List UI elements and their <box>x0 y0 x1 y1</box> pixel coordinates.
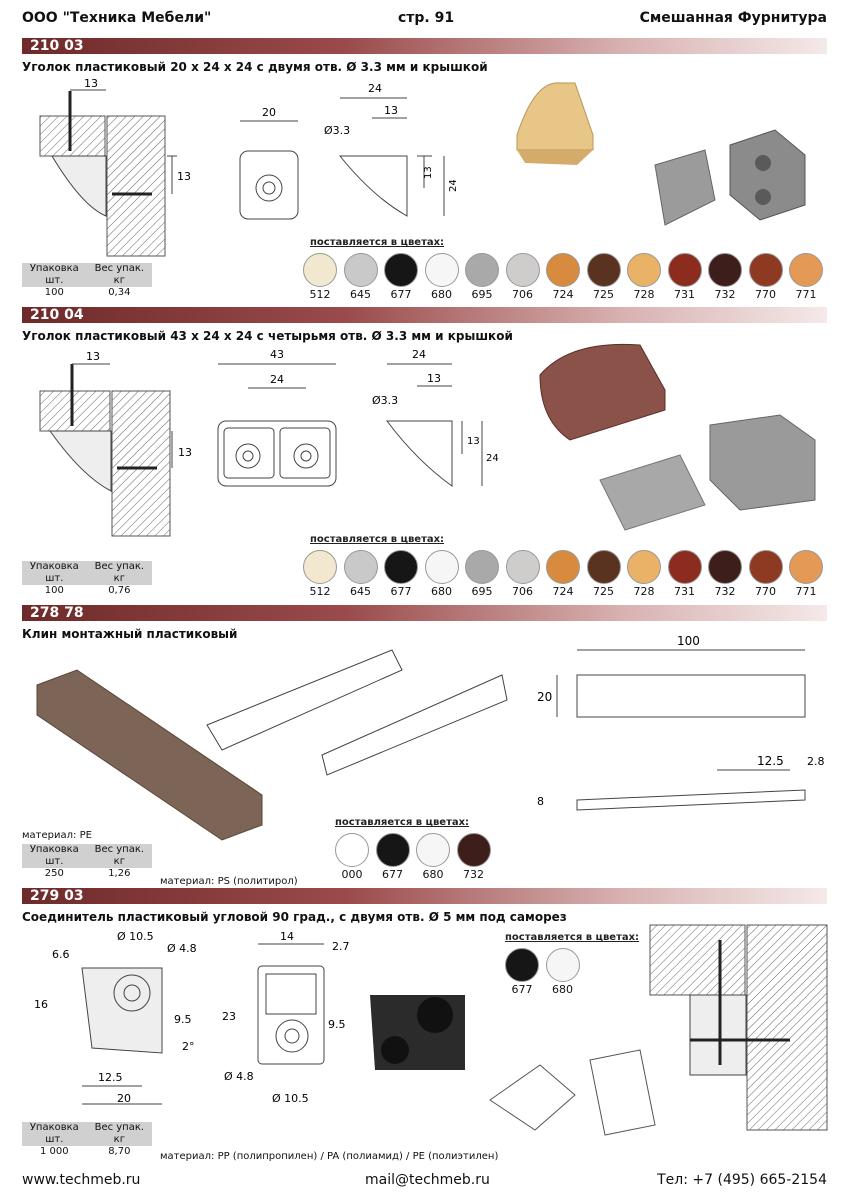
pack-weight: 8,70 <box>108 1146 131 1157</box>
material-label: материал: PE <box>22 830 92 841</box>
colors-label: поставляется в цветах: <box>335 817 470 828</box>
color-code: 512 <box>309 585 331 598</box>
section-title: Уголок пластиковый 43 х 24 х 24 с четырьмя отв. Ø 3.3 мм и крышкой <box>22 329 513 343</box>
section-code-bar: 210 03 <box>22 38 827 54</box>
dim-label: 13 <box>86 350 100 363</box>
section-title: Клин монтажный пластиковый <box>22 627 238 641</box>
dim-label: 13 <box>423 166 434 179</box>
dim-label: 13 <box>467 436 480 447</box>
pack-qty: 1 000 <box>40 1146 69 1157</box>
color-code: 732 <box>463 868 484 881</box>
footer-website[interactable]: www.techmeb.ru <box>22 1172 141 1188</box>
color-swatch <box>376 833 410 867</box>
product-photo <box>505 75 825 235</box>
pack-weight-header: Вес упак. кг <box>87 844 152 868</box>
dim-label: 16 <box>34 998 48 1011</box>
color-swatch <box>708 550 742 584</box>
dim-label: 20 <box>117 1092 131 1105</box>
dim-label: 14 <box>280 930 294 943</box>
dim-label: 24 <box>368 82 382 95</box>
color-code: 770 <box>755 288 776 301</box>
color-code: 732 <box>714 585 736 598</box>
dim-label: 2.7 <box>332 940 350 953</box>
pack-table <box>22 561 152 596</box>
drawing-21004 <box>22 346 502 546</box>
colors-label: поставляется в цветах: <box>505 932 640 943</box>
colors-label: поставляется в цветах: <box>310 237 445 248</box>
color-swatch <box>303 550 337 584</box>
color-code: 677 <box>511 983 533 996</box>
pack-table <box>22 1122 152 1157</box>
color-code: 728 <box>633 585 655 598</box>
dim-label: 8 <box>537 795 544 808</box>
pack-weight: 1,26 <box>108 868 131 879</box>
pack-table <box>22 263 152 298</box>
dim-label: 24 <box>448 179 459 192</box>
color-swatch <box>587 550 621 584</box>
color-swatch <box>425 550 459 584</box>
color-swatch <box>425 253 459 287</box>
color-swatch <box>546 253 580 287</box>
color-code: 645 <box>350 585 371 598</box>
dim-label: 13 <box>384 104 398 117</box>
dim-label: 20 <box>262 106 276 119</box>
page-number: стр. 91 <box>398 10 455 26</box>
dim-label: 23 <box>222 1010 236 1023</box>
color-swatch <box>384 550 418 584</box>
pack-qty-header: Упаковка шт. <box>22 1122 87 1146</box>
color-code: 732 <box>714 288 736 301</box>
company-name: ООО "Техника Мебели" <box>22 10 212 26</box>
color-code: 731 <box>674 585 695 598</box>
dim-label: 13 <box>84 77 98 90</box>
color-code: 725 <box>593 585 614 598</box>
pack-weight: 0,76 <box>108 585 131 596</box>
color-swatch <box>546 948 580 982</box>
dim-label: 13 <box>177 170 191 183</box>
color-swatch <box>708 253 742 287</box>
color-swatch <box>465 253 499 287</box>
dim-label: 12.5 <box>98 1071 123 1084</box>
colors-label: поставляется в цветах: <box>310 534 445 545</box>
pack-qty: 250 <box>44 868 64 879</box>
color-code: 725 <box>593 288 614 301</box>
dim-label: 24 <box>270 373 284 386</box>
color-code: 706 <box>512 585 533 598</box>
color-swatch <box>668 253 702 287</box>
color-swatch <box>546 550 580 584</box>
color-code: 724 <box>552 585 574 598</box>
dim-label: Ø3.3 <box>372 394 399 407</box>
section-code-bar: 279 03 <box>22 888 827 904</box>
color-swatch <box>457 833 491 867</box>
pack-weight-header: Вес упак. кг <box>87 561 152 585</box>
color-code: 695 <box>471 288 493 301</box>
dim-label: 20 <box>537 690 553 704</box>
color-code: 728 <box>633 288 655 301</box>
color-swatch <box>627 550 661 584</box>
dim-label: 9.5 <box>174 1013 192 1026</box>
section-code-bar: 278 78 <box>22 605 827 621</box>
color-code: 771 <box>795 585 817 598</box>
color-swatch <box>505 948 539 982</box>
dim-label: 6.6 <box>52 948 70 961</box>
color-code: 731 <box>674 288 695 301</box>
color-swatch <box>668 550 702 584</box>
dim-label: Ø 10.5 <box>272 1092 309 1105</box>
drawing-27903 <box>22 928 382 1113</box>
dim-label: 2.8 <box>807 755 825 768</box>
color-swatch <box>587 253 621 287</box>
material-label: материал: PS (политирол) <box>160 876 298 887</box>
color-code: 680 <box>552 983 573 996</box>
dim-label: 2° <box>182 1040 195 1053</box>
dim-label: Ø 10.5 <box>117 930 154 943</box>
color-swatch <box>416 833 450 867</box>
pack-qty-header: Упаковка шт. <box>22 844 87 868</box>
dim-label: 24 <box>486 453 499 464</box>
color-code: 000 <box>341 868 363 881</box>
product-photo <box>365 985 645 1135</box>
color-code: 645 <box>350 288 371 301</box>
section-code-bar: 210 04 <box>22 307 827 323</box>
section-title: Уголок пластиковый 20 х 24 х 24 с двумя отв. Ø 3.3 мм и крышкой <box>22 60 488 74</box>
pack-qty-header: Упаковка шт. <box>22 263 87 287</box>
dim-label: Ø3.3 <box>324 124 351 137</box>
color-swatch <box>335 833 369 867</box>
footer-phone: Тел: +7 (495) 665-2154 <box>657 1172 827 1188</box>
pack-table <box>22 844 152 879</box>
color-code: 695 <box>471 585 493 598</box>
dim-label: Ø 4.8 <box>224 1070 254 1083</box>
color-code: 512 <box>309 288 331 301</box>
color-swatch <box>627 253 661 287</box>
color-code: 706 <box>512 288 533 301</box>
footer-email[interactable]: mail@techmeb.ru <box>365 1172 490 1188</box>
dim-label: 9.5 <box>328 1018 346 1031</box>
color-swatch <box>344 550 378 584</box>
color-code: 770 <box>755 585 776 598</box>
dim-label: 13 <box>427 372 441 385</box>
section-title: Соединитель пластиковый угловой 90 град., с двумя отв. Ø 5 мм под саморез <box>22 910 567 924</box>
color-swatch <box>465 550 499 584</box>
pack-qty: 100 <box>44 287 64 298</box>
color-code: 680 <box>422 868 444 881</box>
color-code: 677 <box>390 288 412 301</box>
color-code: 677 <box>390 585 412 598</box>
color-swatch <box>303 253 337 287</box>
material-label: материал: PP (полипропилен) / PA (полиамид) / PE (полиэтилен) <box>160 1151 499 1162</box>
dim-label: 24 <box>412 348 426 361</box>
color-swatch <box>384 253 418 287</box>
dim-label: 43 <box>270 348 284 361</box>
color-code: 724 <box>552 288 574 301</box>
dim-label: 13 <box>178 446 192 459</box>
dim-label: 12.5 <box>757 754 784 768</box>
pack-qty-header: Упаковка шт. <box>22 561 87 585</box>
color-code: 680 <box>431 585 452 598</box>
color-swatch <box>506 253 540 287</box>
drawing-mounting <box>650 915 830 1135</box>
color-swatch <box>789 550 823 584</box>
color-swatch <box>789 253 823 287</box>
dim-label: 100 <box>677 634 700 648</box>
pack-qty: 100 <box>44 585 64 596</box>
product-photo <box>530 330 830 540</box>
color-code: 677 <box>382 868 403 881</box>
color-swatch <box>749 550 783 584</box>
dim-label: Ø 4.8 <box>167 942 197 955</box>
color-code: 771 <box>795 288 817 301</box>
color-code: 680 <box>431 288 452 301</box>
pack-weight: 0,34 <box>108 287 131 298</box>
color-swatch <box>506 550 540 584</box>
pack-weight-header: Вес упак. кг <box>87 263 152 287</box>
color-swatch <box>344 253 378 287</box>
pack-weight-header: Вес упак. кг <box>87 1122 152 1146</box>
color-swatch <box>749 253 783 287</box>
category-title: Смешанная Фурнитура <box>639 10 827 26</box>
